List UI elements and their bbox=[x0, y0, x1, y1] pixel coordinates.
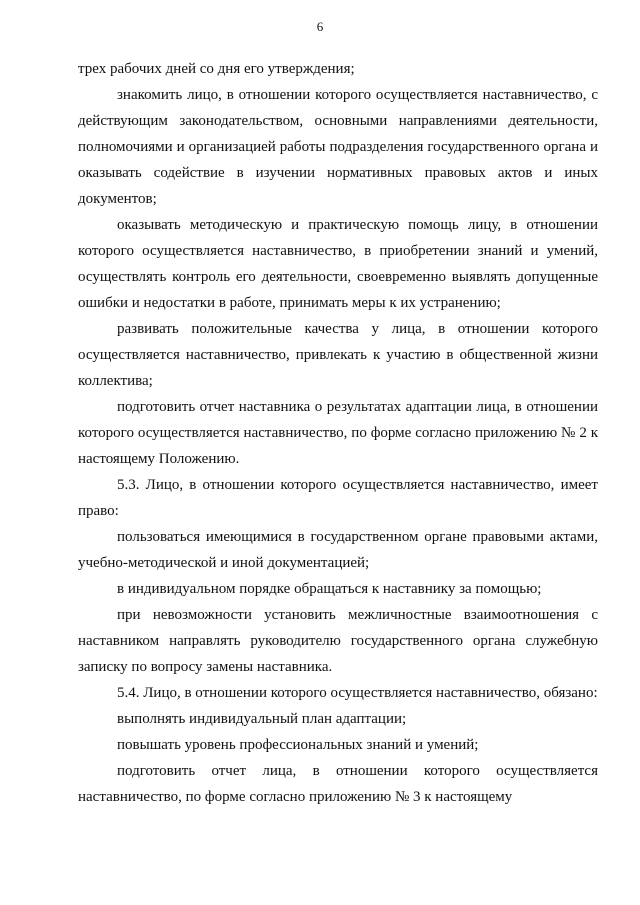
paragraph-use-documents: пользоваться имеющимися в государственном органе правовыми актами, учебно-методической и иной документацией; bbox=[78, 529, 598, 571]
paragraph-ask-mentor: в индивидуальном порядке обращаться к наставнику за помощью; bbox=[117, 581, 542, 597]
page-number: 6 bbox=[316, 19, 324, 34]
body-text bbox=[78, 56, 598, 810]
paragraph-mentor-report: подготовить отчет наставника о результатах адаптации лица, в отношении которого осуществляется наставничество, по форме согласно приложению № 2 к настоящему Положению. bbox=[78, 399, 598, 467]
paragraph-develop-qualities: развивать положительные качества у лица, в отношении которого осуществляется наставничество, привлекать к участию в общественной жизни коллектива; bbox=[78, 321, 598, 389]
paragraph-continuation: трех рабочих дней со дня его утверждения; bbox=[78, 61, 355, 77]
paragraph-person-report: подготовить отчет лица, в отношении которого осуществляется наставничество, по форме согласно приложению № 3 к настоящему bbox=[78, 763, 598, 805]
paragraph-familiarize: знакомить лицо, в отношении которого осуществляется наставничество, с действующим законодательством, основными направлениями деятельности, полномочиями и организацией работы подразделения государственного органа и оказывать содействие в изучении нормативных правовых актов и иных документов; bbox=[78, 87, 598, 207]
paragraph-section-5-4: 5.4. Лицо, в отношении которого осуществляется наставничество, обязано: bbox=[117, 685, 598, 701]
paragraph-adaptation-plan: выполнять индивидуальный план адаптации; bbox=[117, 711, 407, 727]
paragraph-methodical-help: оказывать методическую и практическую помощь лицу, в отношении которого осуществляется наставничество, в приобретении знаний и умений, осуществлять контроль его деятельности, своевременно выявлять допущенные ошибки и недостатки в работе, принимать меры к их устранению; bbox=[78, 217, 598, 311]
paragraph-improve-skills: повышать уровень профессиональных знаний и умений; bbox=[117, 737, 479, 753]
paragraph-replace-mentor: при невозможности установить межличностные взаимоотношения с наставником направлять руководителю государственного органа служебную записку по вопросу замены наставника. bbox=[78, 607, 598, 675]
paragraph-section-5-3: 5.3. Лицо, в отношении которого осуществляется наставничество, имеет право: bbox=[78, 477, 598, 519]
